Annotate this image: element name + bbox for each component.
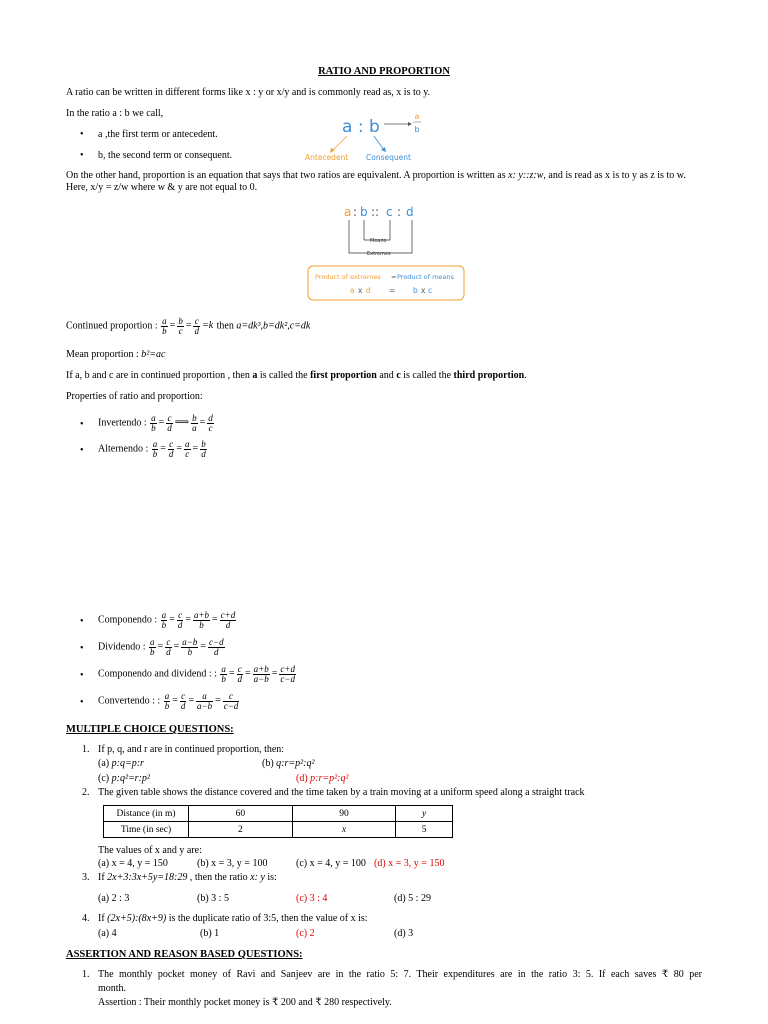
- svg-text:d: d: [366, 286, 371, 295]
- q4-number: 4.: [82, 913, 90, 924]
- svg-text:::: ::: [371, 205, 380, 219]
- mcq-heading: MULTIPLE CHOICE QUESTIONS:: [66, 724, 234, 735]
- prop-c: c: [386, 205, 393, 219]
- bullet: •: [80, 643, 84, 654]
- first-third-proportion: If a, b and c are in continued proportion , then a is called the first proportion and c is called the third proportion.: [66, 370, 527, 381]
- q1-number: 1.: [82, 744, 90, 755]
- q2-text: The given table shows the distance covered and the time taken by a train moving at a uniform speed along a straight track: [98, 787, 585, 798]
- q1-option-b: (b) q:r=p²:q²: [262, 758, 315, 769]
- alternendo: Alternendo : $\frac{a}{b}$ = $\frac{c}{d}$ = $\frac{a}{c}$ = $\frac{b}{d}$: [98, 438, 206, 459]
- componendo-dividendo: Componendo and dividend : : $\frac{a}{b}$ = $\frac{c}{d}$ = $\frac{a+b}{a-b}$ = $\frac{c+d}{c-d}$: [98, 663, 295, 684]
- table-row: [104, 822, 453, 838]
- prop-d: d: [406, 205, 414, 219]
- means-bracket: [364, 220, 390, 240]
- consequent-arrow: [374, 136, 384, 150]
- ratio-frac-num: a: [414, 112, 420, 121]
- extremes-bracket: [349, 220, 412, 253]
- svg-text:a: a: [350, 286, 355, 295]
- table-cell: 2: [189, 822, 293, 838]
- q1-option-d-correct: (d) p:r=p²:q²: [296, 773, 349, 784]
- svg-text:b: b: [413, 286, 418, 295]
- q4-option-c-correct: (c) 2: [296, 928, 315, 939]
- product-means-label: Product of means: [397, 273, 454, 281]
- table-cell: Distance (in m): [104, 806, 189, 822]
- svg-text::: :: [353, 205, 358, 219]
- ratio-diagram-expr: a : b: [342, 117, 380, 137]
- invertendo: Invertendo : $\frac{a}{b}$ = $\frac{c}{d}$ ⟹ $\frac{b}{a}$ = $\frac{d}{c}$: [98, 412, 213, 433]
- consequent-label: Consequent: [366, 153, 411, 162]
- svg-text:=: =: [389, 286, 396, 295]
- table-cell: Time (in sec): [104, 822, 189, 838]
- q4-option-b: (b) 1: [200, 928, 220, 939]
- svg-text:x: x: [358, 286, 363, 295]
- table-cell: y: [396, 806, 453, 822]
- antecedent-label: Antecedent: [305, 153, 349, 162]
- ratio-call-text: In the ratio a : b we call,: [66, 108, 164, 119]
- continued-proportion: Continued proportion : $\frac{a}{b}$ = $\frac{b}{c}$ = $\frac{c}{d}$ =k then a=dk³,b=dk²,c=dk: [66, 315, 311, 336]
- componendo: Componendo : $\frac{a}{b}$ = $\frac{c}{d}$ = $\frac{a+b}{b}$ = $\frac{c+d}{d}$: [98, 609, 236, 630]
- ar1-number: 1.: [82, 969, 90, 980]
- table-row: [104, 806, 453, 822]
- table-cell: 90: [292, 806, 396, 822]
- proportion-diagram: [300, 200, 470, 304]
- svg-text:c: c: [428, 286, 433, 295]
- product-extremes-label: Product of extremes: [315, 273, 381, 281]
- bullet: •: [80, 150, 84, 161]
- bullet: •: [80, 129, 84, 140]
- bullet: •: [80, 616, 84, 627]
- convertendo: Convertendo : : $\frac{a}{b}$ = $\frac{c}{d}$ = $\frac{a}{a-b}$ = $\frac{c}{c-d}$: [98, 690, 239, 711]
- ratio-term-antecedent: a ,the first term or antecedent.: [98, 129, 218, 140]
- product-box: [308, 266, 464, 300]
- ar1-assertion: Assertion : Their monthly pocket money is ₹ 200 and ₹ 280 respectively.: [98, 997, 392, 1008]
- prop-a: a: [344, 205, 352, 219]
- ratio-term-consequent: b, the second term or consequent.: [98, 150, 233, 161]
- table-cell: 60: [189, 806, 293, 822]
- q3-option-d: (d) 5 : 29: [394, 893, 431, 904]
- extremes-label: Extremes: [367, 251, 391, 257]
- bullet: •: [80, 419, 84, 430]
- ar1-text-line1: The monthly pocket money of Ravi and Sanjeev are in the ratio 5: 7. Their expenditures are in the ratio 3: 5. If each saves ₹ 80 per: [98, 969, 702, 980]
- ar1-text-line2: month.: [98, 983, 127, 994]
- q3-text: If 2x+3:3x+5y=18:29 , then the ratio x: y is:: [98, 872, 277, 883]
- ratio-frac-den: b: [414, 125, 420, 134]
- table-cell: x: [292, 822, 396, 838]
- dividendo: Dividendo : $\frac{a}{b}$ = $\frac{c}{d}$ = $\frac{a-b}{b}$ = $\frac{c-d}{d}$: [98, 636, 224, 657]
- intro-text: A ratio can be written in different forms like x : y or x/y and is commonly read as, x is to y.: [66, 87, 431, 98]
- bullet: •: [80, 697, 84, 708]
- bullet: •: [80, 670, 84, 681]
- q2-option-d-correct: (d) x = 3, y = 150: [374, 858, 445, 869]
- ratio-arrow-head: [408, 122, 412, 126]
- q2-option-a: (a) x = 4, y = 150: [98, 858, 168, 869]
- q1-option-c: (c) p:q²=r:p²: [98, 773, 150, 784]
- antecedent-arrow: [332, 136, 347, 151]
- q3-number: 3.: [82, 872, 90, 883]
- q2-option-c: (c) x = 4, y = 100: [296, 858, 366, 869]
- properties-heading: Properties of ratio and proportion:: [66, 391, 203, 402]
- svg-text:=: =: [391, 273, 397, 281]
- q1-text: If p, q, and r are in continued proportion, then:: [98, 744, 285, 755]
- ratio-diagram: [300, 104, 430, 166]
- table-cell: 5: [396, 822, 453, 838]
- q4-option-a: (a) 4: [98, 928, 117, 939]
- q4-text: If (2x+5):(8x+9) is the duplicate ratio of 3:5, then the value of x is:: [98, 913, 368, 924]
- bullet: •: [80, 445, 84, 456]
- q1-option-a: (a) p:q=p:r: [98, 758, 144, 769]
- q3-option-c-correct: (c) 3 : 4: [296, 893, 328, 904]
- distance-time-table: [103, 805, 453, 838]
- prop-b: b: [360, 205, 368, 219]
- q4-option-d: (d) 3: [394, 928, 414, 939]
- mean-proportion: Mean proportion : b²=ac: [66, 349, 166, 360]
- page-title: RATIO AND PROPORTION: [318, 66, 450, 77]
- means-label: Means: [370, 238, 387, 244]
- proportion-paragraph: On the other hand, proportion is an equation that says that two ratios are equivalent. A proportion is written as x: y::z:w, and is read as x is to y as z is to w. Here, x/y = z/w where w & y are not equal to 0.: [66, 170, 686, 193]
- assertion-reason-heading: ASSERTION AND REASON BASED QUESTIONS:: [66, 949, 303, 960]
- svg-text::: :: [397, 205, 402, 219]
- q2-option-b: (b) x = 3, y = 100: [197, 858, 268, 869]
- svg-text:x: x: [421, 286, 426, 295]
- q2-prompt: The values of x and y are:: [98, 845, 202, 856]
- q3-option-a: (a) 2 : 3: [98, 893, 130, 904]
- q3-option-b: (b) 3 : 5: [197, 893, 229, 904]
- q2-number: 2.: [82, 787, 90, 798]
